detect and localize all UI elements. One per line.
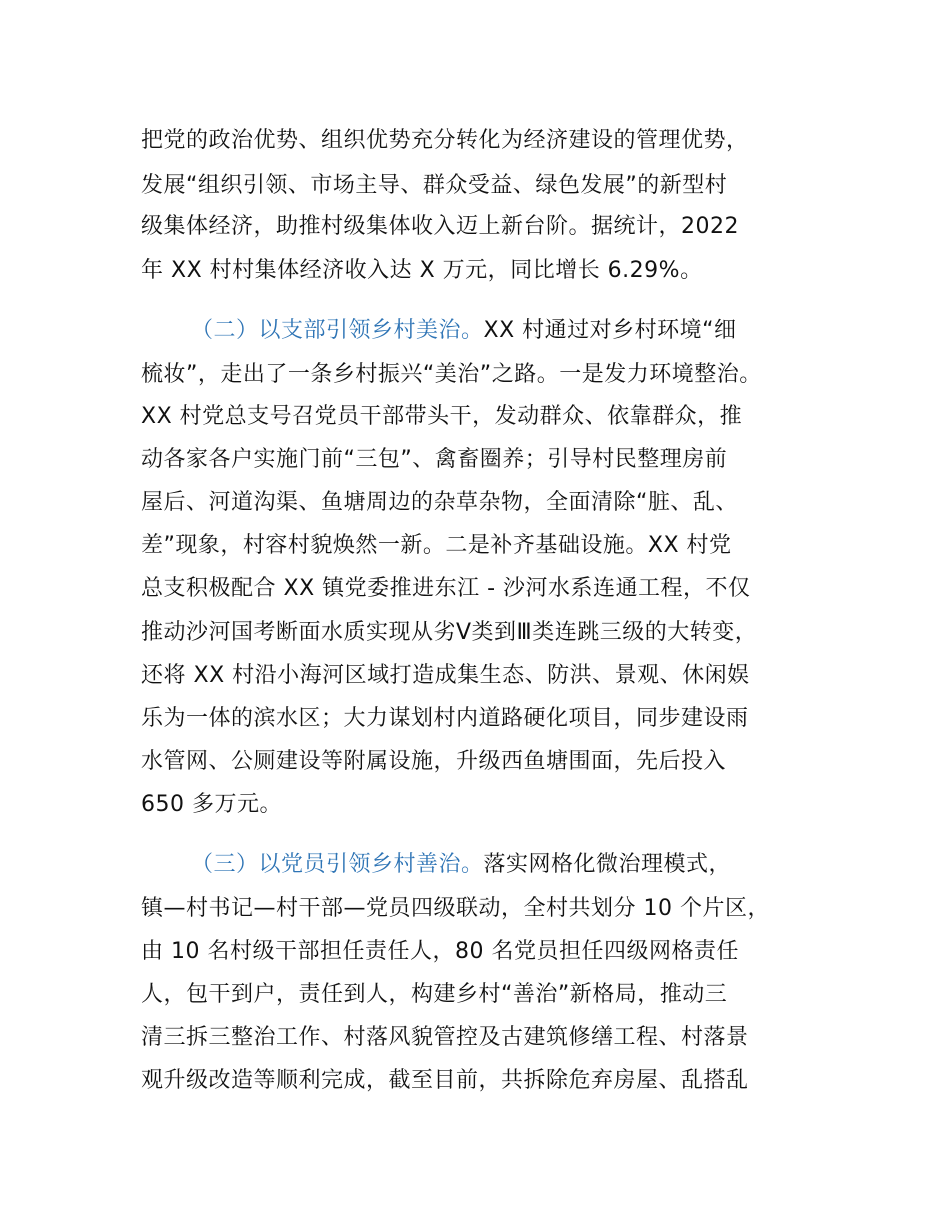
paragraph3-heading: （三）以党员引领乡村善治。 bbox=[191, 852, 484, 877]
paragraph3-first-line bbox=[191, 851, 731, 879]
paragraph2-line-8: 推动沙河国考断面水质实现从劣Ⅴ类到Ⅲ类连跳三级的大转变， bbox=[141, 620, 758, 645]
paragraph3-first-line-rest: 落实网格化微治理模式， bbox=[483, 852, 732, 877]
paragraph2-line-7: 总支积极配合 XX 镇党委推进东江 - 沙河水系连通工程，不仅 bbox=[141, 576, 751, 601]
paragraph2-line-4: 动各家各户实施门前“三包”、禽畜圈养；引导村民整理房前 bbox=[141, 447, 728, 472]
paragraph2-first-line-rest: XX 村通过对乡村环境“细 bbox=[483, 318, 737, 343]
paragraph3-line-3: 由 10 名村级干部担任责任人，80 名党员担任四级网格责任 bbox=[141, 939, 739, 964]
paragraph1-line-1: 把党的政治优势、组织优势充分转化为经济建设的管理优势， bbox=[141, 128, 749, 153]
paragraph1-line-3: 级集体经济，助推村级集体收入迈上新台阶。据统计，2022 bbox=[141, 214, 739, 239]
paragraph3-line-2: 镇—村书记—村干部—党员四级联动，全村共划分 10 个片区， bbox=[141, 896, 770, 921]
paragraph2-line-6: 差”现象，村容村貌焕然一新。二是补齐基础设施。XX 村党 bbox=[141, 533, 732, 558]
paragraph1-line-4: 年 XX 村村集体经济收入达 X 万元，同比增长 6.29%。 bbox=[141, 258, 703, 283]
paragraph2-line-3: XX 村党总支号召党员干部带头干，发动群众、依靠群众，推 bbox=[141, 404, 743, 429]
paragraph2-line-10: 乐为一体的滨水区；大力谋划村内道路硬化项目，同步建设雨 bbox=[141, 706, 749, 731]
paragraph1-line-2: 发展“组织引领、市场主导、群众受益、绿色发展”的新型村 bbox=[141, 173, 728, 198]
paragraph3-line-6: 观升级改造等顺利完成，截至目前，共拆除危弃房屋、乱搭乱 bbox=[141, 1068, 749, 1093]
paragraph3-line-4: 人，包干到户，责任到人，构建乡村“善治”新格局，推动三 bbox=[141, 982, 728, 1007]
paragraph2-line-9: 还将 XX 村沿小海河区域打造成集生态、防洪、景观、休闲娱 bbox=[141, 663, 750, 688]
paragraph2-heading: （二）以支部引领乡村美治。 bbox=[191, 318, 484, 343]
paragraph2-line-2: 梳妆”，走出了一条乡村振兴“美治”之路。一是发力环境整治。 bbox=[141, 362, 762, 387]
paragraph2-line-5: 屋后、河道沟渠、鱼塘周边的杂草杂物，全面清除“脏、乱、 bbox=[141, 490, 738, 515]
paragraph2-line-11: 水管网、公厕建设等附属设施，升级西鱼塘围面，先后投入 bbox=[141, 749, 727, 774]
paragraph3-line-5: 清三拆三整治工作、村落风貌管控及古建筑修缮工程、村落景 bbox=[141, 1025, 749, 1050]
paragraph2-line-12: 650 多万元。 bbox=[141, 792, 282, 817]
paragraph2-first-line bbox=[191, 317, 737, 345]
